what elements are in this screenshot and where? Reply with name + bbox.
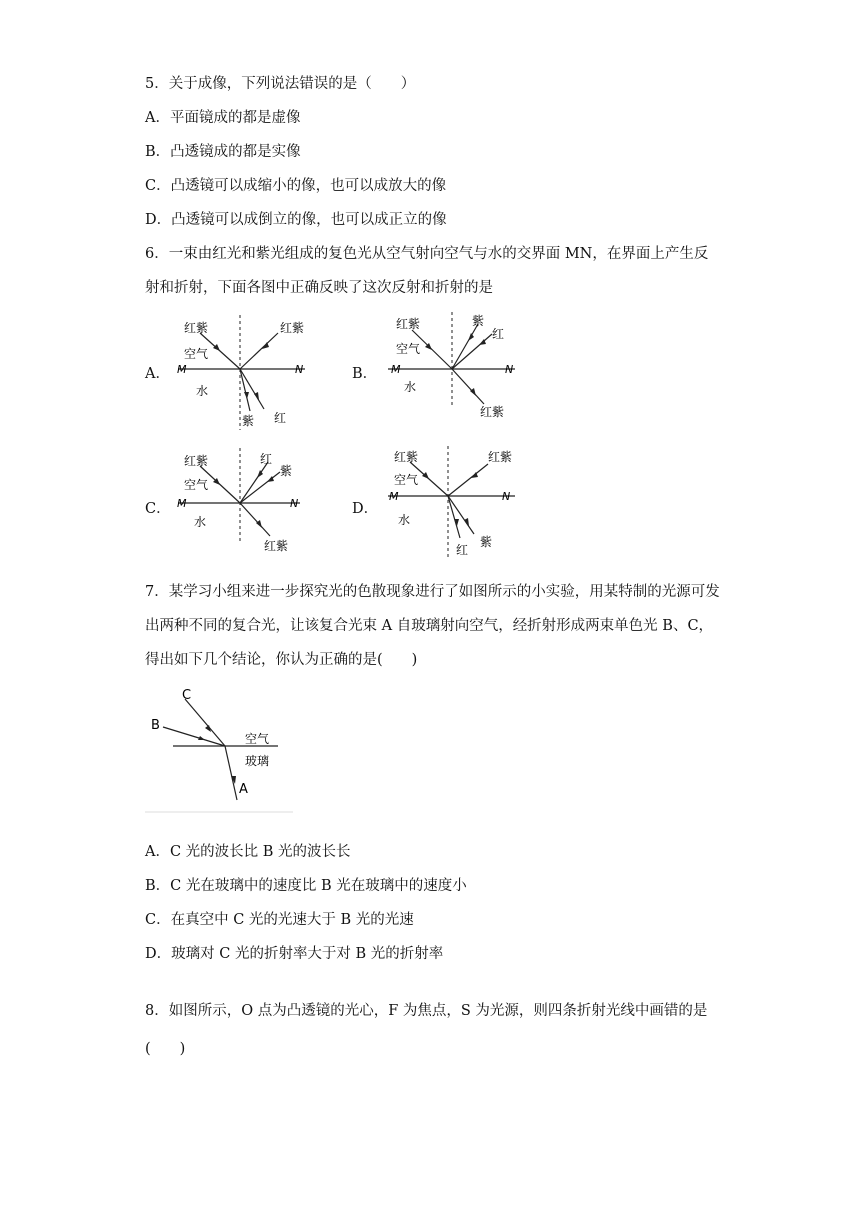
label-glass: 玻璃 bbox=[245, 754, 270, 768]
label-zi: 紫 bbox=[472, 314, 485, 328]
label-hongzi: 红紫 bbox=[280, 321, 305, 335]
q6-stem: 6．一束由红光和紫光组成的复色光从空气射向空气与水的交界面 MN，在界面上产生反射和折射，下面各图中正确反映了这次反射和折射的是 bbox=[145, 246, 709, 296]
q6-diagram-a bbox=[170, 315, 320, 430]
q6-label-b: B． bbox=[352, 366, 378, 382]
label-hong: 红 bbox=[456, 543, 469, 557]
label-m: M bbox=[177, 497, 187, 510]
q7-stem: 7．某学习小组来进一步探究光的色散现象进行了如图所示的小实验，用某特制的光源可发出两种不同的复合光，让该复合光束 A 自玻璃射向空气，经折射形成两束单色光 B、C，得出如下几个结论，你认为正确的是( ) bbox=[145, 584, 720, 668]
label-water: 水 bbox=[404, 380, 417, 394]
label-hongzi: 红紫 bbox=[396, 317, 421, 331]
label-zi: 紫 bbox=[280, 464, 293, 478]
q5-option-c: C．凸透镜可以成缩小的像，也可以成放大的像 bbox=[145, 178, 447, 194]
q6-label-c: C． bbox=[145, 501, 171, 517]
label-water: 水 bbox=[398, 513, 411, 527]
label-hongzi: 红紫 bbox=[488, 450, 513, 464]
q7-option-b: B．C 光在玻璃中的速度比 B 光在玻璃中的速度小 bbox=[145, 878, 467, 894]
label-air: 空气 bbox=[245, 732, 270, 746]
label-n: N bbox=[290, 497, 299, 510]
q7-option-c: C．在真空中 C 光的光速大于 B 光的光速 bbox=[145, 912, 414, 928]
q6-label-a: A． bbox=[145, 366, 170, 382]
label-hong: 红 bbox=[260, 452, 273, 466]
label-zi: 紫 bbox=[480, 535, 493, 549]
label-c: C bbox=[182, 688, 192, 703]
q6-diagram-c bbox=[170, 448, 320, 563]
q5-option-d: D．凸透镜可以成倒立的像，也可以成正立的像 bbox=[145, 212, 447, 228]
label-zi: 紫 bbox=[242, 414, 255, 428]
label-water: 水 bbox=[196, 384, 209, 398]
label-m: M bbox=[177, 363, 187, 376]
label-air: 空气 bbox=[184, 478, 209, 492]
label-n: N bbox=[295, 363, 304, 376]
q7-option-a: A．C 光的波长比 B 光的波长长 bbox=[145, 844, 351, 860]
q6-label-d: D． bbox=[352, 501, 379, 517]
q5-stem: 5．关于成像，下列说法错误的是（ ） bbox=[145, 76, 416, 92]
label-m: M bbox=[391, 363, 401, 376]
label-hong: 红 bbox=[492, 327, 505, 341]
label-hongzi: 红紫 bbox=[184, 321, 209, 335]
label-n: N bbox=[502, 490, 511, 503]
label-a: A bbox=[239, 782, 248, 797]
q6-diagram-b bbox=[380, 312, 530, 427]
label-n: N bbox=[505, 363, 514, 376]
label-air: 空气 bbox=[394, 473, 419, 487]
label-hongzi: 红紫 bbox=[184, 454, 209, 468]
label-b: B bbox=[151, 718, 160, 733]
q5-option-a: A．平面镜成的都是虚像 bbox=[145, 110, 301, 126]
label-air: 空气 bbox=[184, 347, 209, 361]
q7-diagram bbox=[145, 685, 295, 815]
label-air: 空气 bbox=[396, 342, 421, 356]
q8-stem: 8．如图所示，O 点为凸透镜的光心，F 为焦点，S 为光源，则四条折射光线中画错的是( ) bbox=[145, 1003, 708, 1057]
label-hong: 红 bbox=[274, 411, 287, 425]
q5-option-b: B．凸透镜成的都是实像 bbox=[145, 144, 301, 160]
q6-diagram-d bbox=[380, 446, 530, 561]
label-water: 水 bbox=[194, 515, 207, 529]
label-hongzi: 红紫 bbox=[394, 450, 419, 464]
label-hongzi: 红紫 bbox=[264, 539, 289, 553]
q7-option-d: D．玻璃对 C 光的折射率大于对 B 光的折射率 bbox=[145, 946, 444, 962]
label-hongzi: 红紫 bbox=[480, 405, 505, 419]
label-m: M bbox=[389, 490, 399, 503]
